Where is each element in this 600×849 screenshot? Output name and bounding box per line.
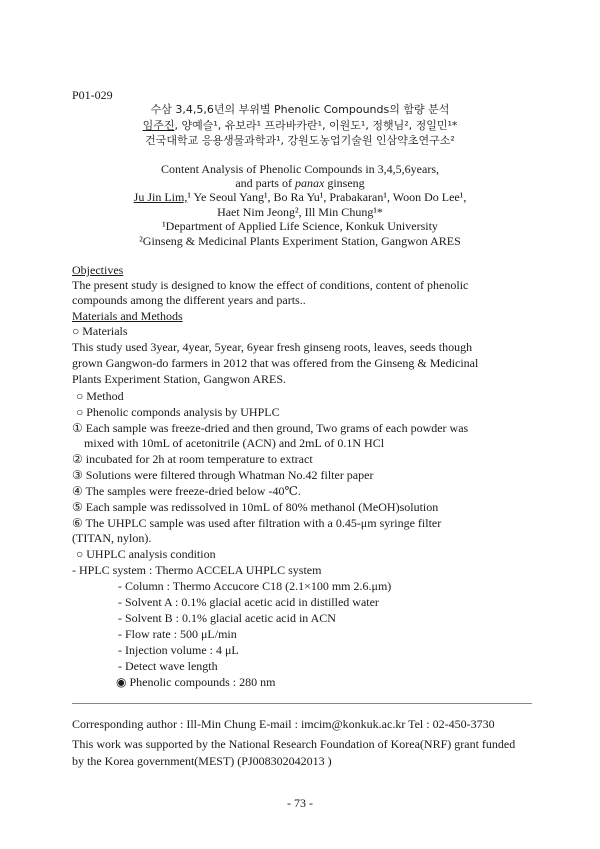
condition-detect-wave: - Detect wave length — [118, 659, 218, 673]
objectives-heading: Objectives — [72, 263, 124, 277]
condition-column: - Column : Thermo Accucore C18 (2.1×100 mm 2.6.μm) — [118, 579, 392, 593]
materials-text-line1: This study used 3year, 4year, 5year, 6year fresh ginseng roots, leaves, seeds though — [72, 340, 473, 354]
materials-label: ○ Materials — [72, 324, 128, 338]
affiliation-english-2: ²Ginseng & Medicinal Plants Experiment Station, Gangwon ARES — [139, 234, 461, 248]
step-4: ④ The samples were freeze-dried below -40℃. — [72, 484, 301, 498]
funding-line2: by the Korea government(MEST) (PJ008302042013 ) — [72, 754, 332, 768]
title-english-italic: panax — [294, 176, 325, 190]
method-label: ○ Method — [76, 389, 124, 403]
other-authors-korean: , 양예슬¹, 유보라¹ 프라바카란¹, 이원도¹, 정햇님², 정일민¹* — [174, 119, 458, 132]
step-5: ⑤ Each sample was redissolved in 10mL of 80% methanol (MeOH)solution — [72, 500, 439, 514]
objectives-text-line1: The present study is designed to know the effect of conditions, content of phenolic — [72, 278, 469, 292]
step-3: ③ Solutions were filtered through Whatman No.42 filter paper — [72, 468, 374, 482]
methods-heading: Materials and Methods — [72, 309, 183, 323]
funding-line1: This work was supported by the National Research Foundation of Korea(NRF) grant funded — [72, 737, 516, 751]
condition-solvent-b: - Solvent B : 0.1% glacial acetic acid in ACN — [118, 611, 336, 625]
objectives-text-line2: compounds among the different years and parts.. — [72, 293, 306, 307]
condition-solvent-a: - Solvent A : 0.1% glacial acetic acid in distilled water — [118, 595, 379, 609]
corresponding-author: Corresponding author : Ill-Min Chung E-mail : imcim@konkuk.ac.kr Tel : 02-450-3730 — [72, 717, 495, 731]
title-english-line2-end: ginseng — [324, 176, 365, 190]
phenolic-analysis-label: ○ Phenolic componds analysis by UHPLC — [76, 405, 280, 419]
materials-text-line2: grown Gangwon-do farmers in 2012 that was offered from the Ginseng & Medicinal — [72, 356, 479, 370]
step-1-line2: mixed with 10mL of acetonitrile (ACN) and 2mL of 0.1N HCl — [84, 436, 385, 450]
title-korean: 수삼 3,4,5,6년의 부위별 Phenolic Compounds의 함량 분석 — [150, 103, 450, 116]
uhplc-condition-label: ○ UHPLC analysis condition — [76, 547, 216, 561]
affiliation-english-1: ¹Department of Applied Life Science, Konkuk University — [162, 219, 438, 233]
authors-korean — [0, 119, 600, 133]
title-english-line2 — [0, 176, 600, 190]
first-author-korean: 임주진 — [142, 119, 175, 132]
affiliation-korean: 건국대학교 응용생물과학과¹, 강원도농업기술원 인삼약초연구소² — [145, 134, 455, 147]
step-1-line1: ① Each sample was freeze-dried and then ground, Two grams of each powder was — [72, 421, 469, 435]
other-authors-english: ¹ Ye Seoul Yang¹, Bo Ra Yu¹, Prabakaran¹, Woon Do Lee¹, — [187, 190, 467, 204]
footer-divider — [72, 703, 532, 704]
hplc-system: - HPLC system : Thermo ACCELA UHPLC system — [72, 563, 322, 577]
step-2: ② incubated for 2h at room temperature to extract — [72, 452, 313, 466]
title-english-line1: Content Analysis of Phenolic Compounds in 3,4,5,6years, — [161, 162, 439, 176]
condition-flow-rate: - Flow rate : 500 μL/min — [118, 627, 237, 641]
step-6-line1: ⑥ The UHPLC sample was used after filtration with a 0.45-μm syringe filter — [72, 516, 442, 530]
first-author-english: Ju Jin Lim, — [133, 190, 188, 204]
condition-injection-volume: - Injection volume : 4 μL — [118, 643, 239, 657]
paper-id: P01-029 — [72, 88, 113, 102]
authors-english-line2: Haet Nim Jeong², Ill Min Chung¹* — [217, 205, 383, 219]
page-number: - 73 - — [287, 796, 313, 810]
step-6-line2: (TITAN, nylon). — [72, 531, 152, 545]
authors-english-line1 — [0, 190, 600, 204]
materials-text-line3: Plants Experiment Station, Gangwon ARES. — [72, 372, 286, 386]
title-english-line2-text: and parts of — [235, 176, 295, 190]
condition-phenolic-wavelength: ◉ Phenolic compounds : 280 nm — [116, 675, 276, 689]
